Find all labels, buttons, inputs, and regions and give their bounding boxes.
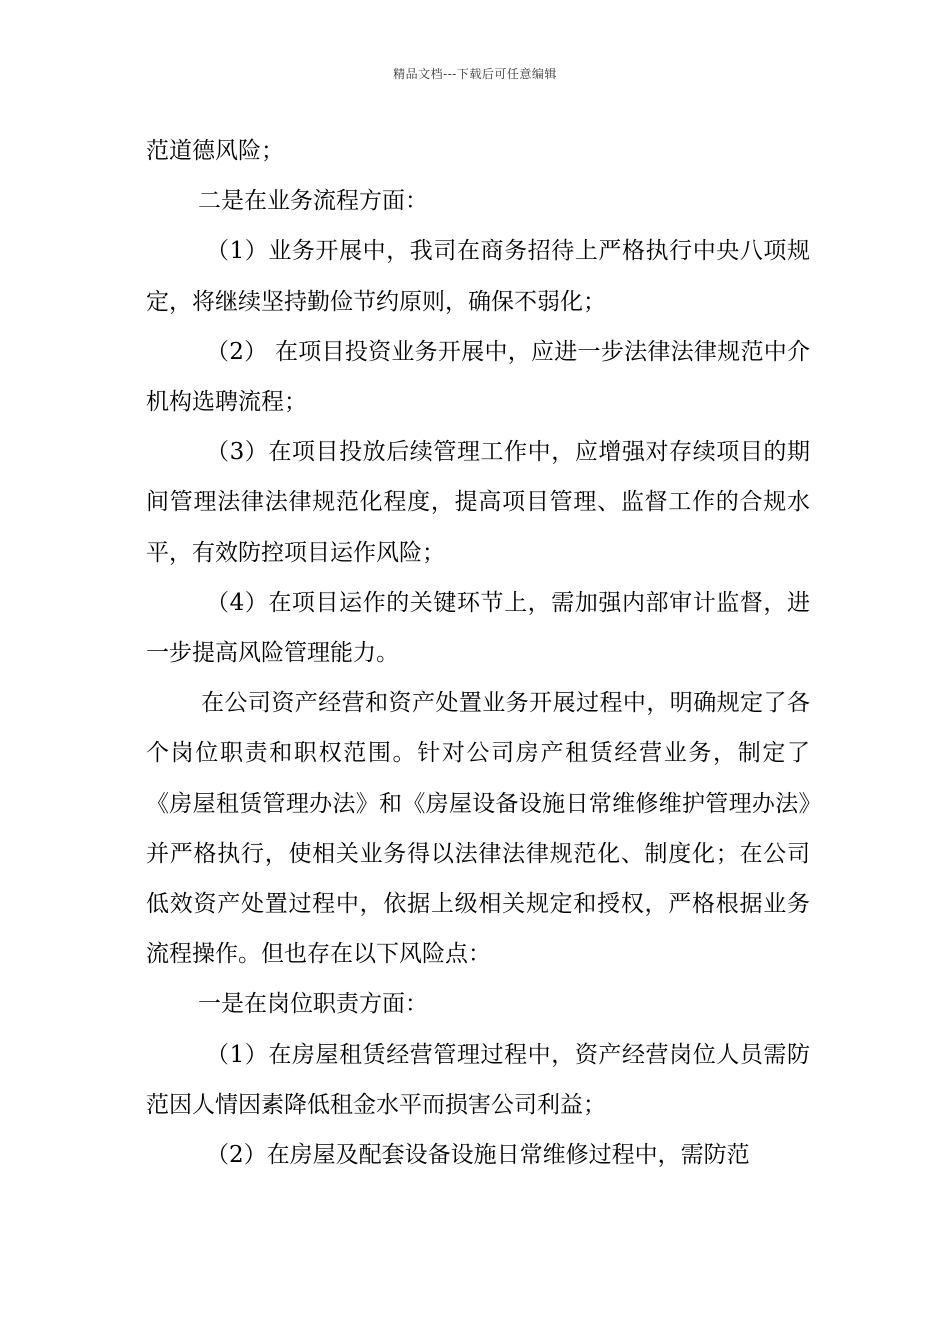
paragraph-4: （2） 在项目投资业务开展中，应进一步法律法律规范中介机构选聘流程； [146, 338, 810, 416]
paragraph-1: 范道德风险； [146, 138, 284, 164]
paragraph-5: （3）在项目投放后续管理工作中，应增强对存续项目的期间管理法律法律规范化程度，提高项目管理、监督工作的合规水平，有效防控项目运作风险； [146, 439, 810, 566]
paragraph-3: （1）业务开展中，我司在商务招待上严格执行中央八项规定，将继续坚持勤俭节约原则，确保不弱化； [146, 238, 810, 315]
paragraph-10: （2）在房屋及配套设备设施日常维修过程中，需防范 [206, 1142, 750, 1169]
document-body [146, 126, 810, 1180]
paragraph-6: （4）在项目运作的关键环节上，需加强内部审计监督，进一步提高风险管理能力。 [146, 589, 810, 667]
paragraph-8: 一是在岗位职责方面： [198, 991, 428, 1018]
paragraph-9: （1）在房屋租赁经营管理过程中，资产经营岗位人员需防范因人情因素降低租金水平而损害公司利益； [146, 1041, 810, 1118]
paragraph-2: 二是在业务流程方面： [198, 188, 428, 215]
paragraph-7: 在公司资产经营和资产处置业务开展过程中，明确规定了各个岗位职责和职权范围。针对公司房产租赁经营业务，制定了《房屋租赁管理办法》和《房屋设备设施日常维修维护管理办法》并严格执行，使相关业务得以法律法律规范化、制度化；在公司低效资产处置过程中，依据上级相关规定和授权，严格根据业务流程操作。但也存在以下风险点： [146, 690, 810, 968]
page-header: 精品文档---下载后可任意编辑 [393, 67, 557, 81]
